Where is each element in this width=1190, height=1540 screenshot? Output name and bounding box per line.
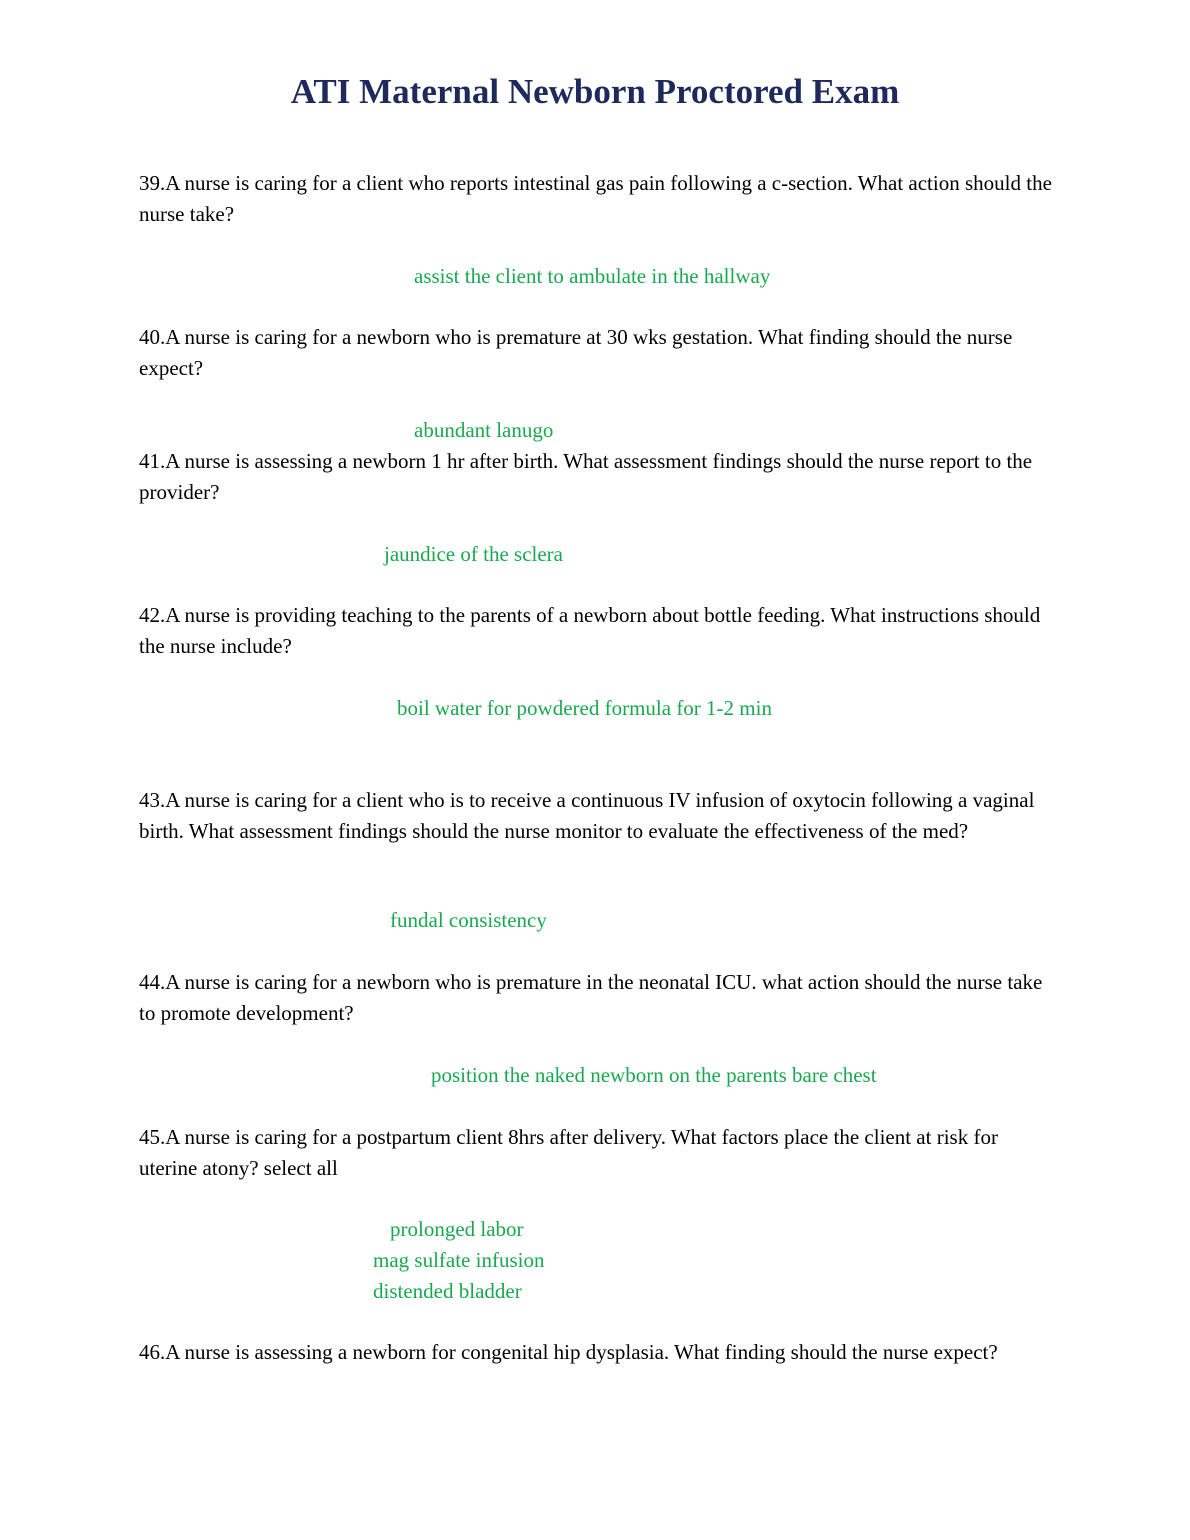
question-43: 43.A nurse is caring for a client who is to receive a continuous IV infusion of oxytocin following a vaginal birth. What assessment findings should the nurse monitor to evaluate the effectiveness of the med?: [139, 788, 1035, 843]
answer-43: fundal consistency: [390, 908, 547, 932]
question-40: 40.A nurse is caring for a newborn who is premature at 30 wks gestation. What finding should the nurse expect?: [139, 325, 1013, 380]
answer-40: abundant lanugo: [414, 418, 554, 442]
answer-44: position the naked newborn on the parents bare chest: [431, 1063, 877, 1087]
question-42: 42.A nurse is providing teaching to the parents of a newborn about bottle feeding. What instructions should the nurse include?: [139, 603, 1041, 658]
answer-39: assist the client to ambulate in the hallway: [414, 264, 771, 288]
question-46: 46.A nurse is assessing a newborn for congenital hip dysplasia. What finding should the nurse expect?: [139, 1340, 998, 1364]
answer-45-1: prolonged labor: [390, 1217, 524, 1241]
question-41: 41.A nurse is assessing a newborn 1 hr after birth. What assessment findings should the nurse report to the provider?: [139, 449, 1033, 504]
question-44: 44.A nurse is caring for a newborn who is premature in the neonatal ICU. what action should the nurse take to promote development?: [139, 970, 1043, 1025]
question-39: 39.A nurse is caring for a client who reports intestinal gas pain following a c-section. What action should the nurse take?: [139, 171, 1052, 226]
answer-42: boil water for powdered formula for 1-2 min: [397, 696, 772, 720]
page-title: ATI Maternal Newborn Proctored Exam: [290, 72, 900, 111]
answer-45-3: distended bladder: [373, 1279, 522, 1303]
answer-45-2: mag sulfate infusion: [373, 1248, 545, 1272]
answer-41: jaundice of the sclera: [384, 542, 563, 566]
question-45: 45.A nurse is caring for a postpartum client 8hrs after delivery. What factors place the client at risk for uterine atony? select all: [139, 1125, 998, 1180]
